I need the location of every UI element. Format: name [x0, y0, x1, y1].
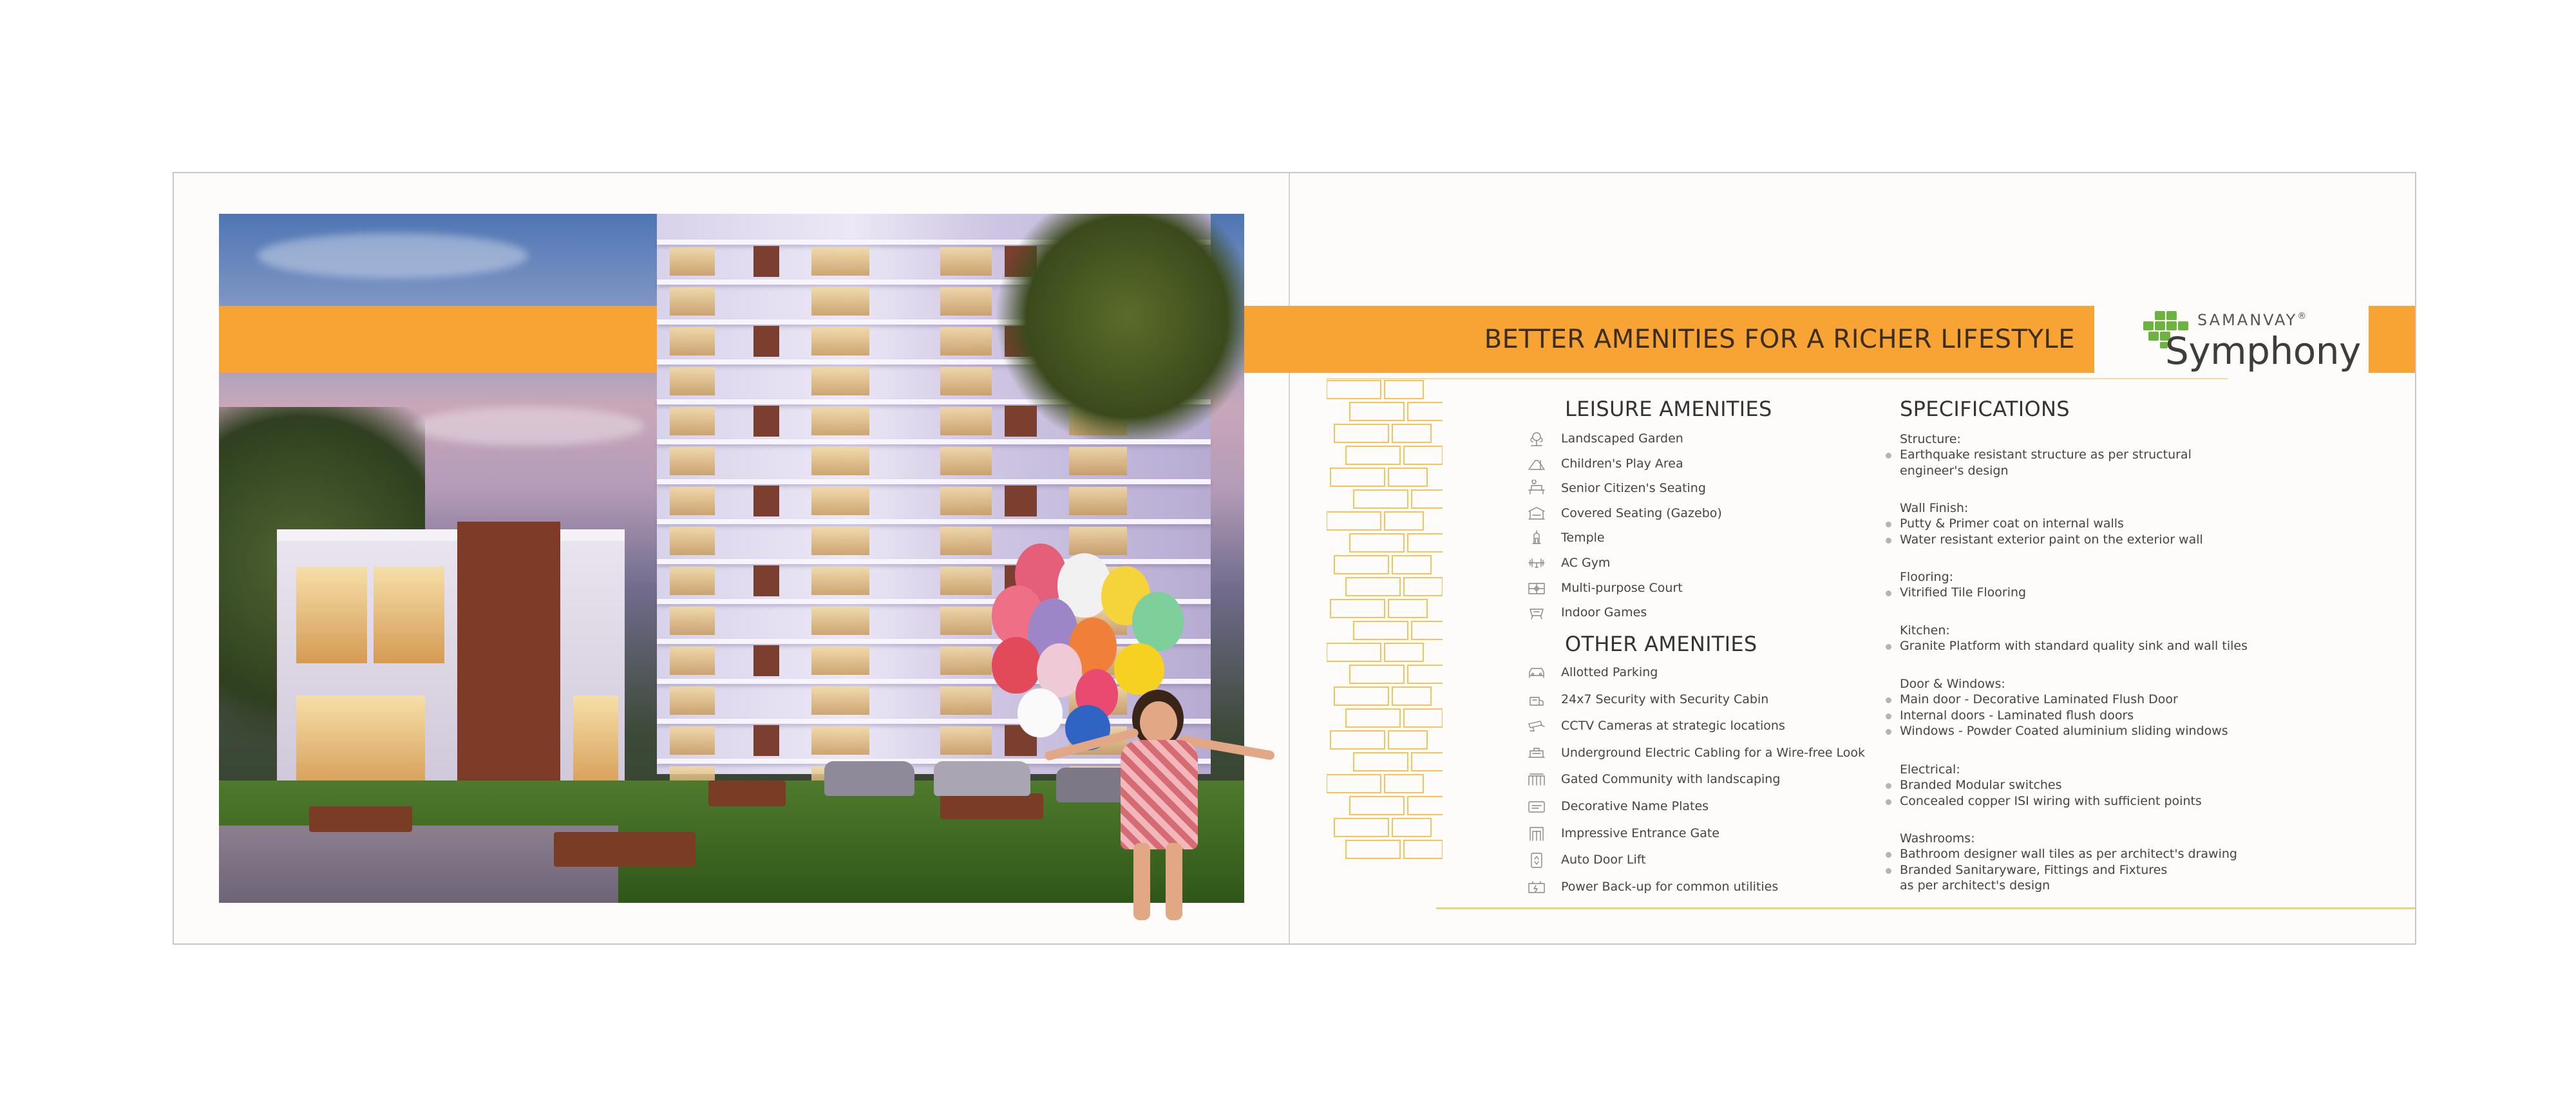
amenity-label: CCTV Cameras at strategic locations	[1561, 719, 1785, 733]
spec-line-text: Vitrified Tile Flooring	[1900, 585, 2027, 600]
spec-line-text: Granite Platform with standard quality sink and wall tiles	[1900, 639, 2248, 654]
spec-line	[1900, 516, 2124, 531]
banner-title: BETTER AMENITIES FOR A RICHER LIFESTYLE	[1484, 325, 2075, 354]
page-fold	[1289, 173, 1290, 943]
amenity-label: 24x7 Security with Security Cabin	[1561, 692, 1769, 706]
seating-icon	[1526, 480, 1547, 497]
spec-heading: Door & Windows:	[1900, 677, 2005, 691]
amenity-item	[1526, 478, 1706, 498]
other-amenities-title: OTHER AMENITIES	[1565, 632, 1757, 656]
spec-line	[1900, 448, 2192, 462]
amenity-label: Allotted Parking	[1561, 665, 1658, 679]
amenity-item	[1526, 454, 1683, 473]
spec-heading: Electrical:	[1900, 762, 1960, 777]
spec-heading: Flooring:	[1900, 570, 1954, 584]
spec-line	[1900, 847, 2237, 861]
spec-line-text: Main door - Decorative Laminated Flush Door	[1900, 692, 2178, 707]
amenity-item	[1526, 603, 1647, 622]
bullet-icon	[1886, 714, 1891, 719]
amenity-item	[1526, 504, 1722, 523]
clubhouse	[277, 529, 625, 799]
spec-line-text: Branded Modular switches	[1900, 778, 2062, 793]
cable-icon	[1526, 744, 1547, 761]
bullet-icon	[1886, 538, 1891, 544]
court-icon	[1526, 580, 1547, 596]
bullet-icon	[1886, 644, 1891, 650]
bullet-icon	[1886, 868, 1891, 874]
amenity-label: Indoor Games	[1561, 605, 1647, 620]
amenity-label: Impressive Entrance Gate	[1561, 826, 1719, 840]
amenity-label: Gated Community with landscaping	[1561, 772, 1781, 787]
power-icon	[1526, 878, 1547, 895]
bullet-icon	[1886, 783, 1891, 789]
amenity-label: Temple	[1561, 531, 1605, 545]
security-icon	[1526, 691, 1547, 708]
gate-icon	[1526, 771, 1547, 788]
spec-line-text: as per architect's design	[1900, 878, 2050, 893]
spec-line-text: engineer's design	[1900, 463, 2009, 478]
amenity-item	[1526, 743, 1865, 762]
bullet-icon	[1886, 522, 1891, 527]
amenity-item	[1526, 850, 1646, 869]
logo-name: Symphony	[2165, 329, 2361, 373]
spec-line	[1900, 464, 2009, 478]
amenity-label: Landscaped Garden	[1561, 431, 1683, 446]
amenity-label: Multi-purpose Court	[1561, 580, 1683, 595]
spec-line-text: Earthquake resistant structure as per structural	[1900, 448, 2192, 462]
cctv-icon	[1526, 717, 1547, 734]
spec-line	[1900, 692, 2178, 706]
spec-line	[1900, 585, 2026, 600]
lift-icon	[1526, 851, 1547, 868]
spec-heading: Kitchen:	[1900, 623, 1950, 638]
amenity-item	[1526, 824, 1719, 843]
bullet-icon	[1886, 852, 1891, 858]
bullet-icon	[1886, 453, 1891, 459]
amenity-item	[1526, 553, 1610, 572]
amenity-item	[1526, 663, 1658, 682]
spec-line-text: Bathroom designer wall tiles as per architect's drawing	[1900, 847, 2237, 862]
amenity-item	[1526, 716, 1785, 735]
amenity-item	[1526, 770, 1780, 789]
nameplate-icon	[1526, 798, 1547, 815]
amenity-label: Decorative Name Plates	[1561, 799, 1709, 813]
spec-line-text: Water resistant exterior paint on the exterior wall	[1900, 532, 2203, 547]
spec-line	[1900, 778, 2062, 792]
spec-line	[1900, 533, 2203, 547]
spec-line	[1900, 639, 2248, 653]
amenity-item	[1526, 578, 1683, 598]
spec-line-text: Putty & Primer coat on internal walls	[1900, 516, 2124, 531]
amenity-item	[1526, 429, 1683, 448]
spec-heading: Structure:	[1900, 432, 1961, 446]
bullet-icon	[1886, 799, 1891, 805]
spec-heading: Wall Finish:	[1900, 501, 1969, 515]
spec-line	[1900, 863, 2167, 877]
spec-heading: Washrooms:	[1900, 831, 1975, 846]
spec-line	[1900, 794, 2202, 808]
gym-icon	[1526, 554, 1547, 571]
amenity-label: Children's Play Area	[1561, 456, 1683, 471]
spec-line	[1900, 878, 2050, 893]
spec-line-text: Concealed copper ISI wiring with sufficient points	[1900, 793, 2202, 808]
games-icon	[1526, 604, 1547, 621]
temple-icon	[1526, 529, 1547, 546]
gazebo-icon	[1526, 505, 1547, 522]
amenity-label: Auto Door Lift	[1561, 853, 1646, 867]
amenity-item	[1526, 797, 1709, 816]
entrance-icon	[1526, 825, 1547, 842]
spec-line-text: Internal doors - Laminated flush doors	[1900, 708, 2134, 723]
brick-pattern-decor	[1327, 379, 1443, 869]
spec-line	[1900, 708, 2134, 723]
amenity-label: AC Gym	[1561, 556, 1611, 570]
amenity-label: Covered Seating (Gazebo)	[1561, 506, 1722, 520]
orange-band	[219, 306, 657, 373]
spec-line-text: Branded Sanitaryware, Fittings and Fixtures	[1900, 862, 2168, 877]
logo-brand: SAMANVAY	[2197, 311, 2298, 329]
amenity-item	[1526, 877, 1778, 896]
leisure-amenities-title: LEISURE AMENITIES	[1565, 397, 1772, 421]
bullet-icon	[1886, 729, 1891, 735]
amenity-label: Power Back-up for common utilities	[1561, 879, 1779, 894]
samanvay-symphony-logo	[2143, 307, 2361, 378]
specifications-title: SPECIFICATIONS	[1900, 397, 2070, 421]
bullet-icon	[1886, 697, 1891, 703]
decor-line-top	[1327, 378, 2228, 379]
car-icon	[1526, 664, 1547, 681]
garden-icon	[1526, 430, 1547, 447]
spec-line	[1900, 724, 2228, 738]
amenity-item	[1526, 528, 1605, 547]
band-tab	[2369, 306, 2416, 373]
amenity-label: Underground Electric Cabling for a Wire-free Look	[1561, 745, 1865, 760]
decor-line-bottom	[1436, 907, 2416, 909]
spec-line-text: Windows - Powder Coated aluminium sliding windows	[1900, 724, 2228, 739]
bullet-icon	[1886, 591, 1891, 596]
logo-registered: ®	[2297, 311, 2307, 321]
amenity-item	[1526, 690, 1768, 709]
slide-icon	[1526, 455, 1547, 472]
amenity-label: Senior Citizen's Seating	[1561, 481, 1706, 496]
brochure-spread	[173, 172, 2416, 945]
